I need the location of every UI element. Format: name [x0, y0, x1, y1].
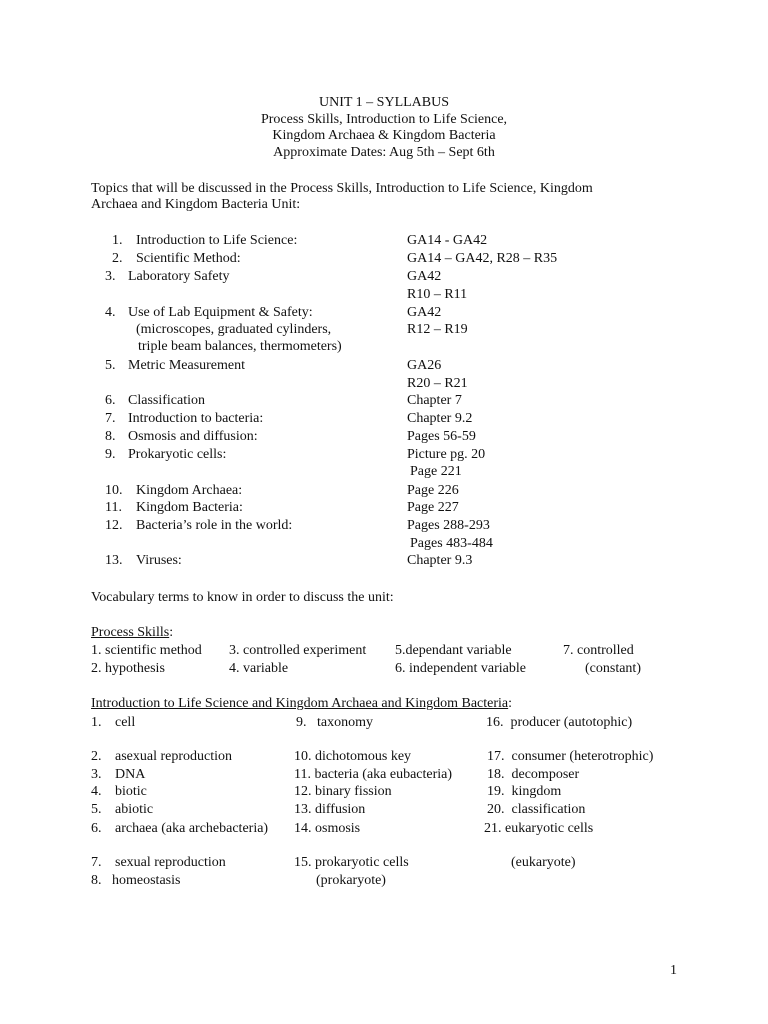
process-skills-heading: [91, 624, 173, 641]
topic-label: Classification: [128, 393, 205, 408]
vocab-term: 3. controlled experiment: [229, 643, 367, 658]
topic-ref: Chapter 9.2: [407, 411, 473, 426]
vocab-term: 21. eukaryotic cells: [484, 821, 594, 836]
life-science-heading: [91, 695, 512, 712]
topic-num: 3.: [105, 269, 116, 284]
vocab-term: biotic: [115, 784, 147, 799]
vocab-term: 13. diffusion: [294, 802, 366, 817]
topic-ref: GA14 - GA42: [407, 233, 488, 248]
page-number: 1: [670, 963, 677, 978]
topic-ref: Pages 56-59: [407, 429, 476, 444]
topic-ref: GA14 – GA42, R28 – R35: [407, 251, 558, 266]
topic-num: 1.: [112, 233, 123, 248]
life-science-heading-text: Introduction to Life Science and Kingdom Archaea and Kingdom Bacteria: [91, 696, 509, 711]
topic-label: Prokaryotic cells:: [128, 447, 227, 462]
vocab-term: archaea (aka archebacteria): [115, 821, 269, 836]
topic-num: 10.: [105, 483, 123, 498]
topic-num: 8.: [105, 429, 116, 444]
dates: Approximate Dates: Aug 5th – Sept 6th: [273, 145, 495, 160]
vocab-term: 7. controlled: [563, 643, 634, 658]
topic-num: 2.: [112, 251, 123, 266]
topic-num: 5.: [105, 358, 116, 373]
topic-label: Laboratory Safety: [128, 269, 230, 284]
topic-ref: GA26: [407, 358, 442, 373]
topic-label: Kingdom Bacteria:: [136, 500, 243, 515]
vocab-term: 4. variable: [229, 661, 289, 676]
topic-ref: Page 227: [407, 500, 459, 515]
topic-label: Scientific Method:: [136, 251, 241, 266]
title: UNIT 1 – SYLLABUS: [318, 95, 450, 110]
vocabulary-intro: Vocabulary terms to know in order to discuss the unit:: [91, 590, 394, 605]
topic-label: triple beam balances, thermometers): [138, 339, 342, 354]
topic-ref: Chapter 9.3: [407, 553, 473, 568]
vocab-term: 15. prokaryotic cells: [294, 855, 409, 870]
vocab-term: 9. taxonomy: [296, 715, 373, 730]
vocab-term: 10. dichotomous key: [294, 749, 412, 764]
vocab-term: 12. binary fission: [294, 784, 392, 799]
topic-num: 7.: [105, 411, 116, 426]
heading-colon: :: [169, 625, 174, 640]
vocab-term: 20. classification: [487, 802, 586, 817]
vocab-term: sexual reproduction: [115, 855, 226, 870]
topic-label: (microscopes, graduated cylinders,: [136, 322, 332, 337]
heading-colon: :: [508, 696, 513, 711]
vocab-term: 6. independent variable: [395, 661, 527, 676]
topic-ref: Pages 288-293: [407, 518, 490, 533]
topic-ref: Picture pg. 20: [407, 447, 486, 462]
vocab-term: 16. producer (autotophic): [486, 715, 633, 730]
vocab-term: 11. bacteria (aka eubacteria): [294, 767, 453, 782]
vocab-term: (constant): [585, 661, 641, 676]
vocab-num: 5.: [91, 802, 102, 817]
topic-ref: GA42: [407, 269, 442, 284]
topic-ref: R12 – R19: [407, 322, 468, 337]
vocab-term: 17. consumer (heterotrophic): [487, 749, 654, 764]
topic-label: Metric Measurement: [128, 358, 246, 373]
subtitle-line-1: Process Skills, Introduction to Life Science,: [260, 112, 508, 127]
topic-label: Use of Lab Equipment & Safety:: [128, 305, 313, 320]
topic-label: Introduction to bacteria:: [128, 411, 264, 426]
vocab-num: 7.: [91, 855, 102, 870]
vocab-term: 1. scientific method: [91, 643, 202, 658]
topic-num: 9.: [105, 447, 116, 462]
vocab-num: 4.: [91, 784, 102, 799]
vocab-term: 18. decomposer: [487, 767, 580, 782]
vocab-term: cell: [115, 715, 136, 730]
vocab-term: 2. hypothesis: [91, 661, 165, 676]
vocab-term: (eukaryote): [511, 855, 576, 870]
process-skills-heading-text: Process Skills: [91, 625, 170, 640]
vocab-term: (prokaryote): [316, 873, 386, 888]
intro-line-1: Topics that will be discussed in the Process Skills, Introduction to Life Science, Kingdom: [91, 181, 593, 196]
vocab-num: 2.: [91, 749, 102, 764]
vocab-num: 6.: [91, 821, 102, 836]
vocab-num: 8.: [91, 873, 102, 888]
intro-line-2: Archaea and Kingdom Bacteria Unit:: [91, 197, 301, 212]
topic-label: Introduction to Life Science:: [136, 233, 298, 248]
topic-num: 4.: [105, 305, 116, 320]
topic-ref: Page 221: [410, 464, 462, 479]
vocab-term: 19. kingdom: [487, 784, 562, 799]
topic-ref: Chapter 7: [407, 393, 462, 408]
topic-ref: R10 – R11: [407, 287, 468, 302]
topic-ref: Pages 483-484: [410, 536, 493, 551]
topic-num: 13.: [105, 553, 123, 568]
vocab-term: 14. osmosis: [294, 821, 361, 836]
topic-label: Bacteria’s role in the world:: [136, 518, 293, 533]
vocab-num: 3.: [91, 767, 102, 782]
topic-num: 11.: [105, 500, 122, 515]
topic-num: 12.: [105, 518, 123, 533]
topic-ref: Page 226: [407, 483, 459, 498]
subtitle-line-2: Kingdom Archaea & Kingdom Bacteria: [272, 128, 496, 143]
topic-label: Kingdom Archaea:: [136, 483, 243, 498]
vocab-term: DNA: [115, 767, 146, 782]
topic-num: 6.: [105, 393, 116, 408]
topic-ref: GA42: [407, 305, 442, 320]
vocab-term: homeostasis: [112, 873, 181, 888]
vocab-term: 5.dependant variable: [395, 643, 512, 658]
vocab-term: asexual reproduction: [115, 749, 233, 764]
topic-label: Osmosis and diffusion:: [128, 429, 258, 444]
vocab-num: 1.: [91, 715, 102, 730]
topic-label: Viruses:: [136, 553, 182, 568]
topic-ref: R20 – R21: [407, 376, 468, 391]
vocab-term: abiotic: [115, 802, 154, 817]
